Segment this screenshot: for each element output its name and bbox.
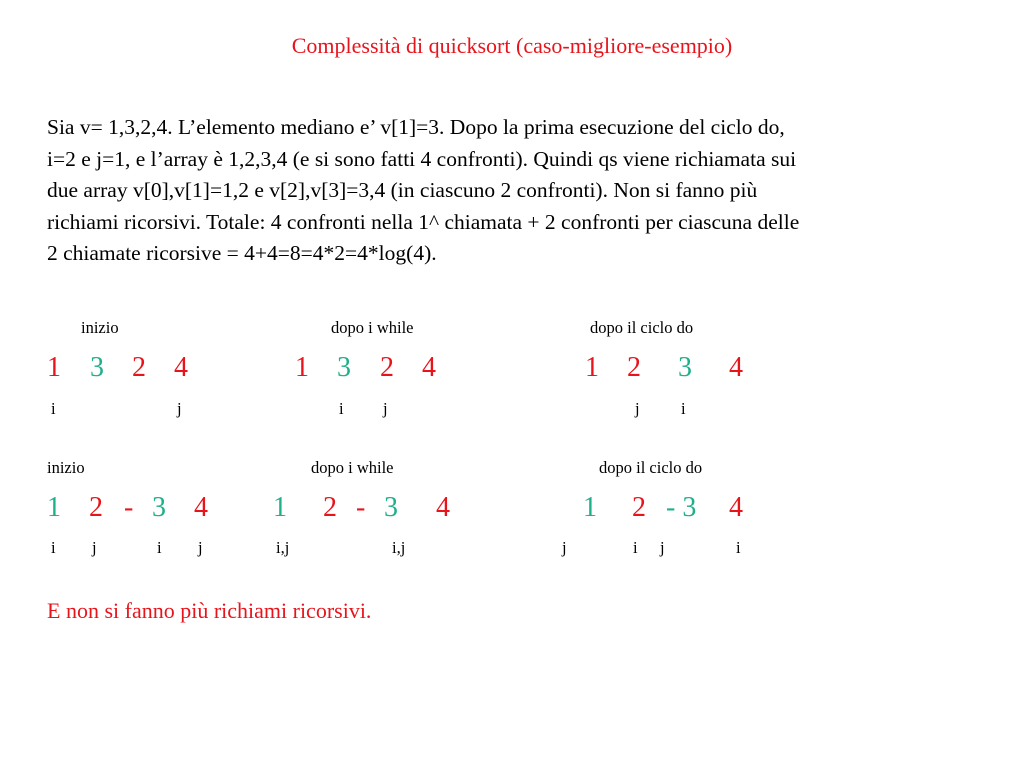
paragraph-line: Sia v= 1,3,2,4. L’elemento mediano e’ v[1]=3. Dopo la prima esecuzione del ciclo do, <box>47 115 785 139</box>
array-value: 1 <box>273 492 287 523</box>
index-marker: i,j <box>392 538 406 557</box>
array-value: 3 <box>337 352 351 383</box>
paragraph-line: 2 chiamate ricorsive = 4+4=8=4*2=4*log(4). <box>47 241 437 265</box>
index-marker: i <box>339 399 344 418</box>
array-value: 2 <box>89 492 103 523</box>
array-value: 4 <box>729 352 743 383</box>
array-separator: - <box>356 492 366 523</box>
index-marker: j <box>635 399 640 418</box>
index-marker: j <box>92 538 97 557</box>
stage-label-start: inizio <box>81 318 119 337</box>
array-value: 4 <box>174 352 188 383</box>
array-value: 2 <box>132 352 146 383</box>
array-value: 4 <box>436 492 450 523</box>
conclusion-text: E non si fanno più richiami ricorsivi. <box>47 598 372 623</box>
stage-label-start: inizio <box>47 458 85 477</box>
array-value: 3 <box>384 492 398 523</box>
index-marker: i <box>681 399 686 418</box>
array-value: 2 <box>632 492 646 523</box>
stage-label-after-do: dopo il ciclo do <box>599 458 703 477</box>
paragraph-line: richiami ricorsivi. Totale: 4 confronti nella 1^ chiamata + 2 confronti per ciascuna delle <box>47 209 800 234</box>
array-value: 1 <box>47 492 61 523</box>
index-marker: i <box>51 399 56 418</box>
array-value: 2 <box>323 492 337 523</box>
array-value: 3 <box>152 492 166 523</box>
array-value: 3 <box>678 352 692 383</box>
array-value: 4 <box>194 492 208 523</box>
slide-title: Complessità di quicksort (caso-migliore-esempio) <box>291 33 733 58</box>
paragraph-line: due array v[0],v[1]=1,2 e v[2],v[3]=3,4 (in ciascuno 2 confronti). Non si fanno più <box>47 178 758 202</box>
array-value: 4 <box>422 352 436 383</box>
index-marker: j <box>383 399 388 418</box>
array-value: 2 <box>380 352 394 383</box>
index-marker: j <box>198 538 203 557</box>
array-value: 1 <box>47 352 61 383</box>
paragraph-line: i=2 e j=1, e l’array è 1,2,3,4 (e si sono fatti 4 confronti). Quindi qs viene richiamata sui <box>47 146 797 171</box>
array-value: 1 <box>583 492 597 523</box>
explanation-paragraph <box>47 112 997 270</box>
index-marker: i <box>51 538 56 557</box>
array-separator: - <box>124 492 134 523</box>
index-marker: i <box>633 538 638 557</box>
index-marker: j <box>562 538 567 557</box>
index-marker: i <box>736 538 741 557</box>
stage-label-after-while: dopo i while <box>331 318 414 337</box>
index-marker: j <box>177 399 182 418</box>
index-marker: j <box>660 538 665 557</box>
array-value: 4 <box>729 492 743 523</box>
array-value: 3 <box>90 352 104 383</box>
index-marker: i,j <box>276 538 290 557</box>
stage-label-after-do: dopo il ciclo do <box>590 318 694 337</box>
array-value: 1 <box>295 352 309 383</box>
index-marker: i <box>157 538 162 557</box>
array-value: 1 <box>585 352 599 383</box>
array-value: - 3 <box>666 492 697 523</box>
stage-label-after-while: dopo i while <box>311 458 394 477</box>
array-value: 2 <box>627 352 641 383</box>
